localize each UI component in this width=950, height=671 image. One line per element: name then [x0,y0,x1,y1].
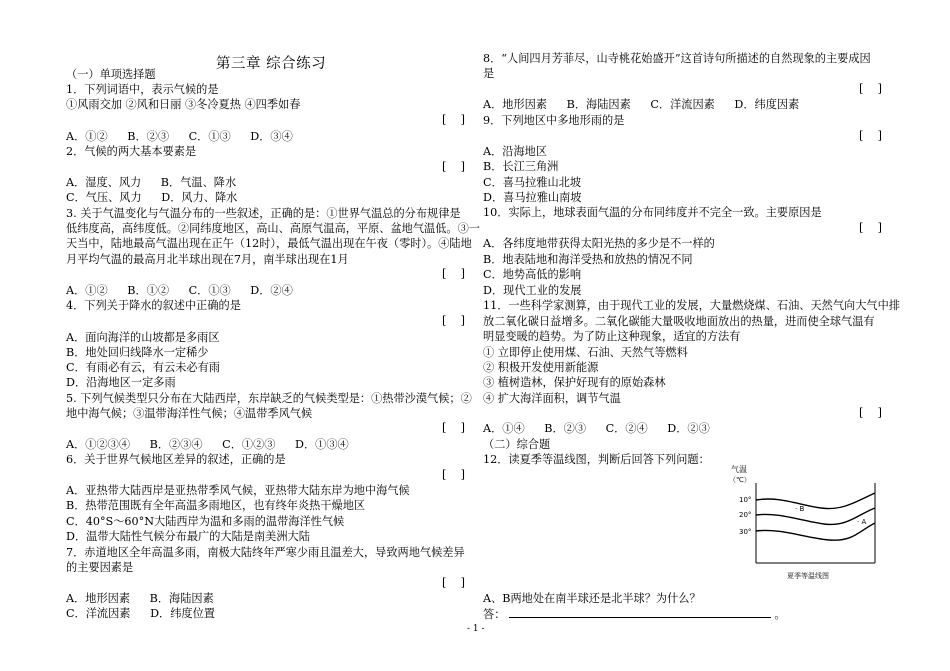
q3-choice-b[interactable]: B．①② [127,284,170,297]
q2-choices-row2 [66,190,237,205]
section-heading-single-choice: （一）单项选择题 [66,68,156,81]
q11-choice-c[interactable]: C．②④ [605,422,648,435]
q9-stem: 9．下列地区中多地形雨的是 [483,114,625,127]
q3-stem-line4: 月平均气温的最高月北半球出现在7月，南半球出现在1月 [66,253,349,266]
q10-choice-b[interactable]: B．地表陆地和海洋受热和放热的情况不同 [483,253,693,266]
q4-stem: 4．下列关于降水的叙述中正确的是 [66,299,241,312]
q10-choice-a[interactable]: A．各纬度地带获得太阳光热的多少是不一样的 [483,237,715,250]
q2-stem: 2．气候的两大基本要素是 [66,145,197,158]
q8-choice-c[interactable]: C．洋流因素 [650,98,715,111]
q9-choice-c[interactable]: C．喜马拉雅山北坡 [483,176,582,189]
q11-stem-line3: 明显变暖的趋势。为了防止这种现象，适宜的方法有 [483,330,741,343]
q12-answer-prefix: 答： [483,608,506,621]
figure-caption: 夏季等温线图 [787,572,829,580]
figure-tick-10: 10° [739,496,752,504]
page-number: - 1 - [467,624,485,634]
point-a-label: · A [857,518,867,526]
q11-answer-bracket[interactable]: [ ] [859,406,882,419]
q1-options-line: ①风雨交加 ②风和日丽 ③冬冷夏热 ④四季如春 [66,98,301,111]
q1-choices [66,129,293,144]
q6-choice-c[interactable]: C．40°S～60°N大陆西岸为温和多雨的温带海洋性气候 [66,515,345,528]
q12-question: A、B两地处在南半球还是北半球？为什么？ [483,592,701,605]
q9-choice-b[interactable]: B．长江三角洲 [483,160,559,173]
q8-choice-b[interactable]: B．海陆因素 [566,98,631,111]
q8-choice-d[interactable]: D．纬度因素 [734,98,800,111]
q3-choice-d[interactable]: D．②④ [250,284,293,297]
q6-choice-a[interactable]: A．亚热带大陆西岸是亚热带季风气候，亚热带大陆东岸为地中海气候 [66,484,410,497]
q3-answer-bracket[interactable]: [ ] [442,267,465,280]
q8-stem-line1: 8．“人间四月芳菲尽，山寺桃花始盛开”这首诗句所描述的自然现象的主要成因 [483,52,871,65]
q8-answer-bracket[interactable]: [ ] [859,82,882,95]
q5-answer-bracket[interactable]: [ ] [442,421,465,434]
q3-choice-c[interactable]: C．①③ [188,284,231,297]
q3-choice-a[interactable]: A．①② [66,284,108,297]
q1-choice-b[interactable]: B．②③ [127,130,170,143]
q7-stem-line1: 7．赤道地区全年高温多雨，南极大陆终年严寒少雨且温差大，导致两地气候差异 [66,546,465,559]
q3-stem-line2: 低纬度高，高纬度低。②同纬度地区，高山、高原气温高，平原、盆地气温低。③一 [66,222,480,235]
q8-choices [483,97,799,112]
q7-choices-row2 [66,606,215,621]
q6-choice-d[interactable]: D．温带大陆性气候分布最广的大陆是南美洲大陆 [66,530,310,543]
q11-item-2: ② 积极开发使用新能源 [483,361,599,374]
q8-stem-line2: 是 [483,67,495,80]
q10-choice-d[interactable]: D．现代工业的发展 [483,284,582,297]
q9-choice-d[interactable]: D．喜马拉雅山南坡 [483,191,582,204]
q3-stem-line1: 3. 关于气温变化与气温分布的一些叙述，正确的是：①世界气温总的分布规律是 [66,207,461,220]
section-heading-comprehensive: （二）综合题 [483,438,551,451]
q9-answer-bracket[interactable]: [ ] [859,129,882,142]
q7-choice-a[interactable]: A．地形因素 [66,592,131,605]
q5-choice-d[interactable]: D．①③④ [295,438,349,451]
q5-choice-a[interactable]: A．①②③④ [66,438,131,451]
q6-answer-bracket[interactable]: [ ] [442,468,465,481]
q7-stem-line2: 的主要因素是 [66,561,134,574]
isotherm-figure [729,463,884,583]
q7-choice-b[interactable]: B．海陆因素 [149,592,214,605]
q7-choice-c[interactable]: C．洋流因素 [66,607,131,620]
q11-item-3: ③ 植树造林，保护好现有的原始森林 [483,376,666,389]
q1-choice-a[interactable]: A．①② [66,130,108,143]
q7-choice-d[interactable]: D．纬度位置 [150,607,215,620]
q4-choice-c[interactable]: C．有雨必有云，有云未必有雨 [66,361,220,374]
q4-answer-bracket[interactable]: [ ] [442,314,465,327]
q11-choice-d[interactable]: D．②③ [667,422,710,435]
q4-choice-b[interactable]: B．地处回归线降水一定稀少 [66,346,209,359]
q2-choice-a[interactable]: A．湿度、风力 [66,176,142,189]
q3-stem-line3: 天当中，陆地最高气温出现在正午（12时），最低气温出现在午夜（零时）。④陆地 [66,237,472,250]
page-title: 第三章 综合练习 [216,56,327,72]
q4-choice-d[interactable]: D．沿海地区一定多雨 [66,376,176,389]
q2-choices-row1 [66,175,236,190]
q3-choices [66,283,293,298]
q12-answer-suffix: 。 [774,608,786,621]
figure-tick-20: 20° [739,511,752,519]
q5-choices [66,437,349,452]
figure-tick-30: 30° [739,528,752,536]
q7-choices-row1 [66,591,214,606]
q2-choice-c[interactable]: C．气压、风力 [66,191,142,204]
q2-choice-d[interactable]: D．风力、降水 [161,191,238,204]
q5-stem-line2: 地中海气候；③温带海洋性气候；④温带季风气候 [66,407,313,420]
q10-stem: 10．实际上，地球表面气温的分布同纬度并不完全一致。主要原因是 [483,206,822,219]
q5-choice-b[interactable]: B．②③④ [149,438,203,451]
q6-stem: 6．关于世界气候地区差异的叙述，正确的是 [66,453,286,466]
q10-answer-bracket[interactable]: [ ] [859,221,882,234]
q12-stem: 12．读夏季等温线图，判断后回答下列问题： [483,453,710,466]
q12-answer-row [483,606,786,622]
q4-choice-a[interactable]: A．面向海洋的山坡都是多雨区 [66,331,220,344]
q1-choice-d[interactable]: D．③④ [250,130,293,143]
q7-answer-bracket[interactable]: [ ] [442,576,465,589]
figure-ylabel: 气温 [731,465,747,474]
q12-answer-blank[interactable] [509,606,771,618]
q8-choice-a[interactable]: A．地形因素 [483,98,548,111]
q6-choice-b[interactable]: B．热带范围既有全年高温多雨地区，也有终年炎热干燥地区 [66,499,366,512]
isotherm-10 [756,493,875,509]
q11-item-4: ④ 扩大海洋面积，调节气温 [483,392,621,405]
q11-item-1: ① 立即停止使用煤、石油、天然气等燃料 [483,346,688,359]
q11-choice-b[interactable]: B．②③ [544,422,587,435]
q1-choice-c[interactable]: C．①③ [188,130,231,143]
q2-choice-b[interactable]: B．气温、降水 [160,176,237,189]
q11-choice-a[interactable]: A．①④ [483,422,525,435]
q11-choices [483,421,710,436]
q1-answer-bracket[interactable]: [ ] [442,113,465,126]
q11-stem-line2: 放二氧化碳日益增多。二氧化碳能大量吸收地面放出的热量，进而使全球气温有 [483,315,875,328]
q2-answer-bracket[interactable]: [ ] [442,160,465,173]
q5-choice-c[interactable]: C．①②③ [222,438,276,451]
q1-stem: 1．下列词语中，表示气候的是 [66,83,219,96]
point-b-label: · B [795,505,805,513]
q11-stem-line1: 11．一些科学家测算，由于现代工业的发展，大量燃烧煤、石油、天然气向大气中排 [483,299,900,312]
q10-choice-c[interactable]: C．地势高低的影响 [483,268,582,281]
q9-choice-a[interactable]: A．沿海地区 [483,145,548,158]
q5-stem-line1: 5. 下列气候类型只分布在大陆西岸，东岸缺乏的气候类型是：①热带沙漠气候；② [66,392,472,405]
figure-unit: （℃） [729,476,751,484]
